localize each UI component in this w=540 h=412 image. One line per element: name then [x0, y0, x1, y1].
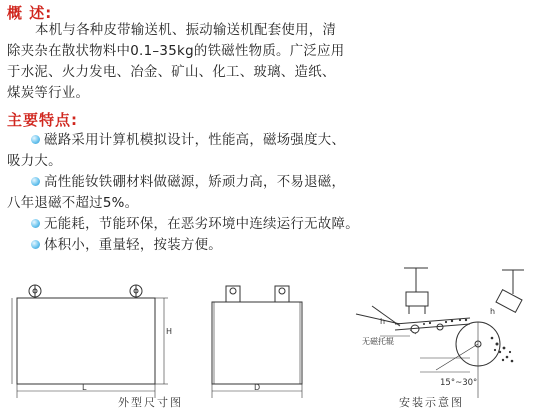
dim-D-label: D — [254, 383, 261, 392]
feature-item — [7, 214, 537, 235]
feature-line: 无能耗，节能环保，在恶劣环境中连续运行无故障。 — [44, 217, 359, 232]
overview-line: 于水泥、火力发电、冶金、矿山、化工、玻璃、造纸、 — [7, 65, 336, 80]
overview-heading: 概 述: — [7, 4, 53, 22]
feature-line: 高性能钕铁硼材料做磁源，矫顽力高，不易退磁， — [44, 175, 346, 190]
feature-item — [7, 235, 537, 256]
front-view-drawing — [12, 285, 168, 398]
left-figure-caption: 外型尺寸图 — [118, 396, 183, 409]
drawings — [0, 262, 540, 412]
dim-h-label: h — [380, 317, 386, 326]
bullet-icon — [31, 219, 40, 228]
feature-line: 体积小，重量轻，按装方便。 — [44, 238, 222, 253]
feature-line: 吸力大。 — [7, 154, 62, 169]
bullet-icon — [31, 240, 40, 249]
overview-line: 煤炭等行业。 — [7, 86, 90, 101]
roller-label: 无磁托辊 — [362, 337, 394, 346]
features-heading: 主要特点: — [7, 111, 78, 129]
feature-line: 磁路采用计算机模拟设计，性能高，磁场强度大、 — [44, 133, 346, 148]
angle-label: 15°~30° — [440, 378, 478, 388]
overview-text — [7, 20, 537, 104]
overview-line: 除夹杂在散状物料中0.1–35kg的铁磁性物质。广泛应用 — [7, 44, 345, 59]
bullet-icon — [31, 177, 40, 186]
right-figure-caption: 安装示意图 — [399, 396, 464, 409]
features-list — [7, 130, 537, 256]
bullet-icon — [31, 135, 40, 144]
feature-item — [7, 130, 537, 151]
feature-line: 八年退磁不超过5%。 — [7, 196, 139, 211]
overview-line: 本机与各种皮带输送机、振动输送机配套使用，清 — [35, 23, 337, 38]
dim-L-label: L — [82, 383, 87, 392]
feature-item — [7, 172, 537, 193]
dim-H-label: H — [166, 327, 173, 336]
side-view-drawing — [212, 286, 302, 398]
dim-h2-label: h — [490, 307, 496, 316]
